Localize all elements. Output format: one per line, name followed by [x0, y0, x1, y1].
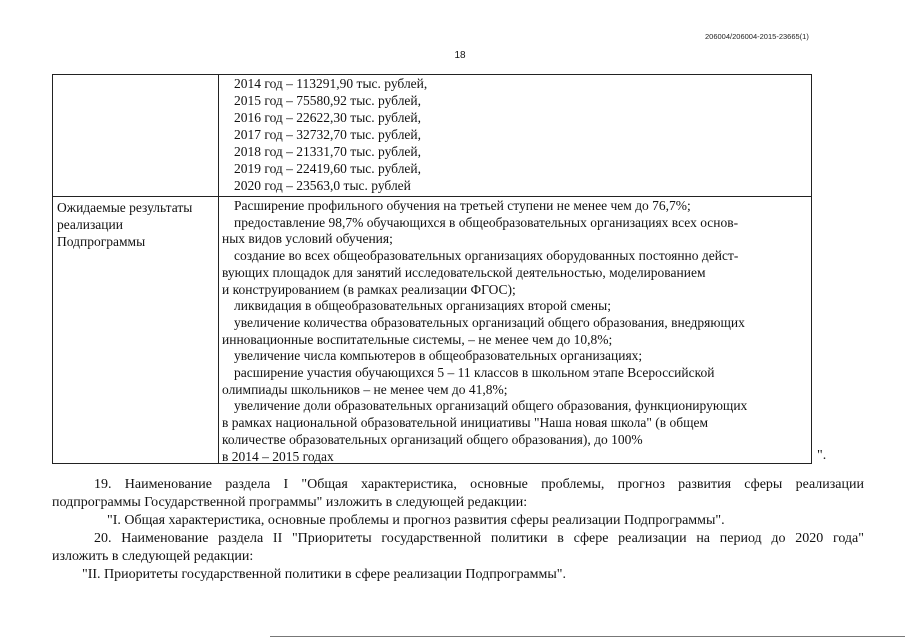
closing-quote: ". — [817, 448, 827, 463]
results-label-line: Ожидаемые результаты — [57, 200, 193, 215]
paragraph-19-line-2: подпрограммы Государственной программы" изложить в следующей редакции: — [52, 495, 528, 510]
results-line: создание во всех общеобразовательных организациях оборудованных постоянно дейст- — [234, 248, 739, 264]
results-line: вующих площадок для занятий исследовательской деятельностью, моделированием — [222, 264, 706, 280]
funding-line: 2014 год – 113291,90 тыс. рублей, — [234, 76, 428, 91]
funding-cell — [234, 75, 804, 194]
results-cell — [222, 198, 812, 465]
results-line: увеличение доли образовательных организаций общего образования, функционирующих — [234, 398, 748, 414]
results-line: в рамках национальной образовательной инициативы "Наша новая школа" (в общем — [222, 415, 709, 431]
results-label-line: реализации — [57, 217, 123, 232]
results-line: ных видов условий обучения; — [222, 231, 393, 247]
results-label-cell — [57, 199, 217, 250]
results-line: ликвидация в общеобразовательных организациях второй смены; — [234, 298, 611, 314]
results-line: олимпиады школьников – не менее чем до 41,8%; — [222, 381, 508, 397]
funding-line: 2017 год – 32732,70 тыс. рублей, — [234, 127, 422, 142]
paragraph-19-quote: "I. Общая характеристика, основные проблемы и прогноз развития сферы реализации Подпрограммы". — [107, 513, 725, 528]
table-row-divider — [53, 196, 811, 197]
paragraph-19-line-1: 19. Наименование раздела I "Общая характеристика, основные проблемы, прогноз развития сферы реализации — [94, 477, 864, 492]
funding-line: 2020 год – 23563,0 тыс. рублей — [234, 178, 411, 193]
results-line: предоставление 98,7% обучающихся в общеобразовательных организациях всех основ- — [234, 214, 739, 230]
results-line: увеличение количества образовательных организаций общего образования, внедряющих — [234, 314, 745, 330]
results-line: количестве образовательных организаций общего образования), до 100% — [222, 431, 643, 447]
results-line: увеличение числа компьютеров в общеобразовательных организациях; — [234, 348, 643, 364]
funding-line: 2018 год – 21331,70 тыс. рублей, — [234, 144, 422, 159]
funding-line: 2016 год – 22622,30 тыс. рублей, — [234, 110, 422, 125]
results-label-line: Подпрограммы — [57, 234, 146, 249]
results-line: и конструированием (в рамках реализации ФГОС); — [222, 281, 516, 297]
results-line: инновационные воспитательные системы, – не менее чем до 10,8%; — [222, 331, 613, 347]
paragraph-20-quote: "II. Приоритеты государственной политики в сфере реализации Подпрограммы". — [82, 567, 566, 582]
paragraph-20-line-2: изложить в следующей редакции: — [52, 549, 254, 564]
results-line: Расширение профильного обучения на третьей ступени не менее чем до 76,7%; — [234, 198, 691, 213]
bottom-edge-line — [270, 636, 905, 637]
results-line: в 2014 – 2015 годах — [222, 448, 334, 464]
paragraph-20-line-1: 20. Наименование раздела II "Приоритеты государственной политики в сфере реализации на период до 2020 года" — [94, 531, 864, 546]
funding-line: 2019 год – 22419,60 тыс. рублей, — [234, 161, 422, 176]
funding-line: 2015 год – 75580,92 тыс. рублей, — [234, 93, 422, 108]
document-id: 206004/206004-2015-23665(1) — [705, 32, 809, 41]
table-column-divider — [218, 75, 219, 463]
program-table — [52, 74, 812, 464]
results-line: расширение участия обучающихся 5 – 11 классов в школьном этапе Всероссийской — [234, 365, 715, 381]
page-number: 18 — [454, 50, 466, 61]
